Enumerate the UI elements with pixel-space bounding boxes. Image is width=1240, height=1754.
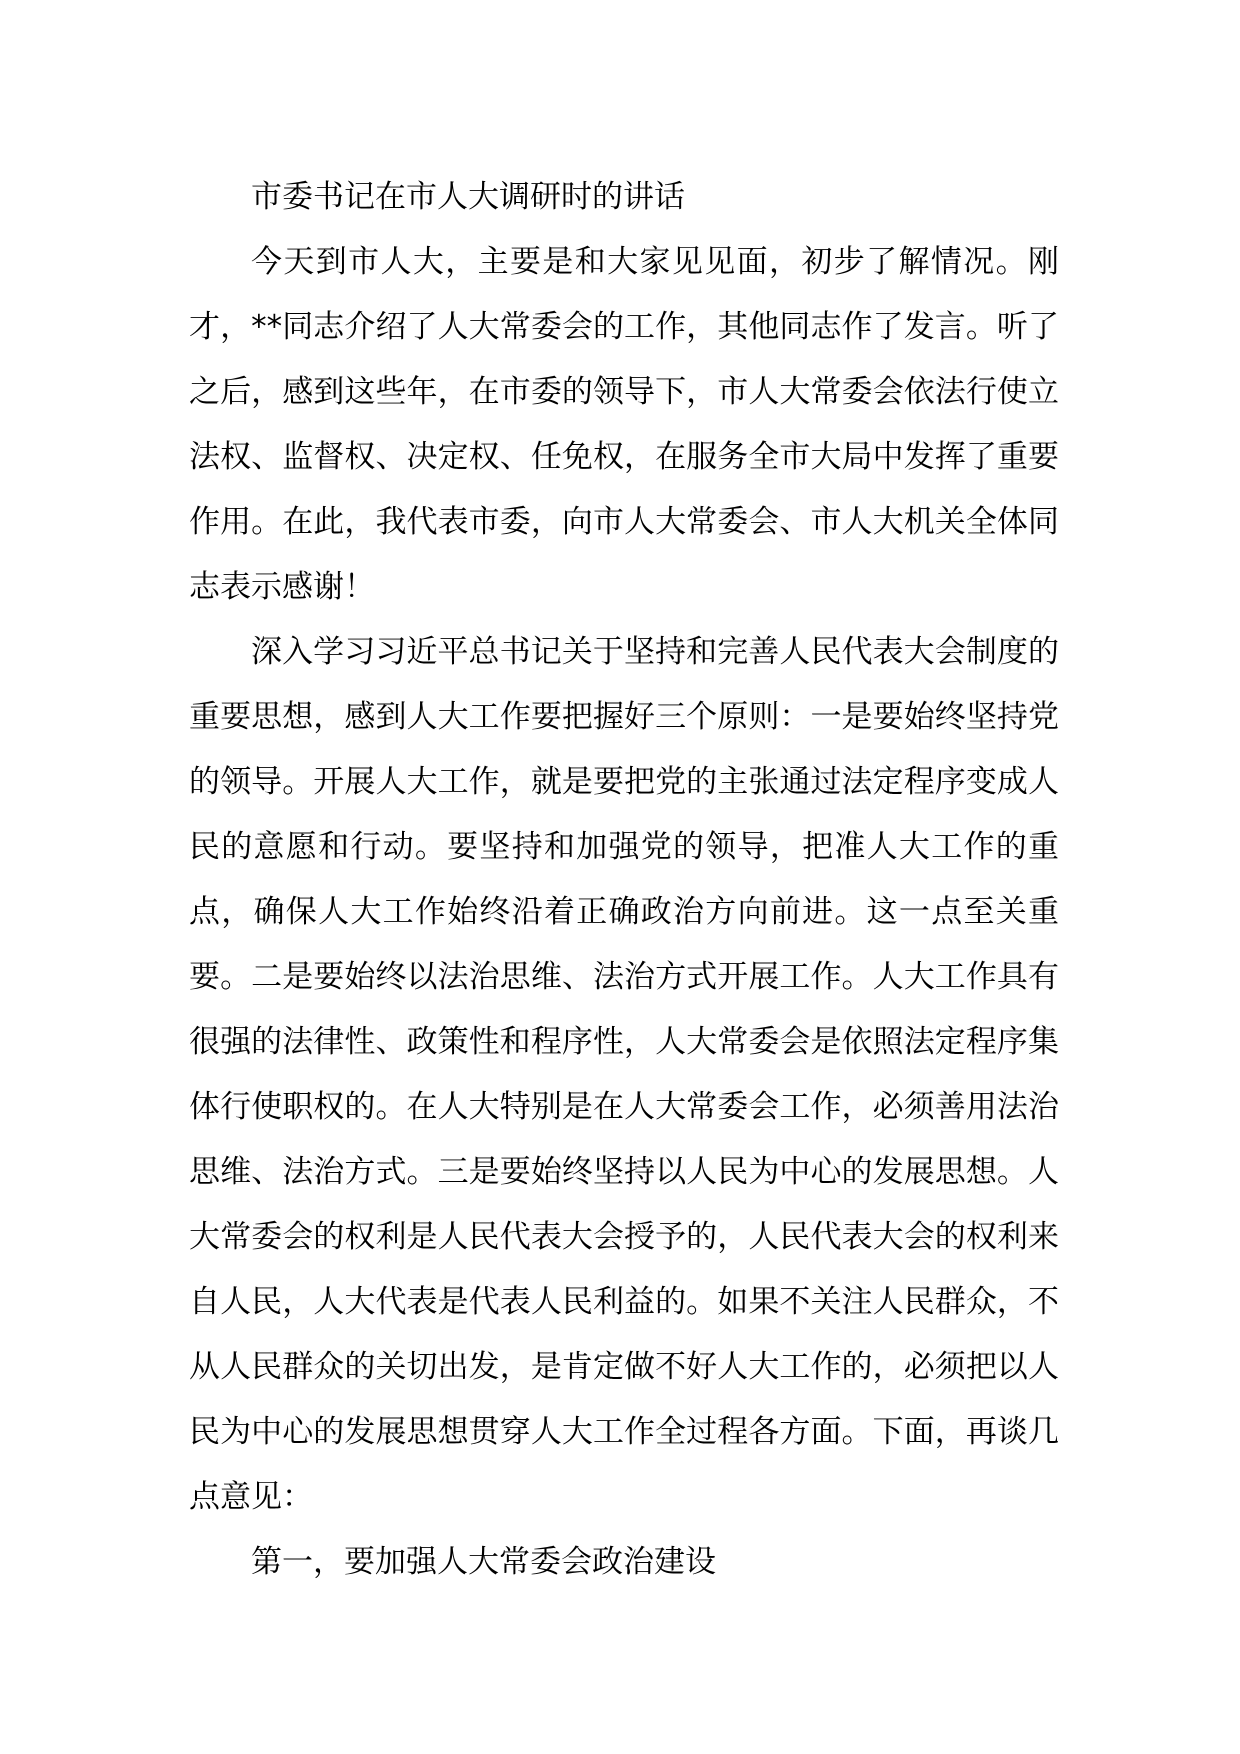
paragraph-2: 深入学习习近平总书记关于坚持和完善人民代表大会制度的重要思想，感到人大工作要把握好三个原则：一是要始终坚持党的领导。开展人大工作，就是要把党的主张通过法定程序变成人民的意愿和行动。要坚持和加强党的领导，把准人大工作的重点，确保人大工作始终沿着正确政治方向前进。这一点至关重要。二是要始终以法治思维、法治方式开展工作。人大工作具有很强的法律性、政策性和程序性，人大常委会是依照法定程序集体行使职权的。在人大特别是在人大常委会工作，必须善用法治思维、法治方式。三是要始终坚持以人民为中心的发展思想。人大常委会的权利是人民代表大会授予的，人民代表大会的权利来自人民，人大代表是代表人民利益的。如果不关注人民群众，不从人民群众的关切出发，是肯定做不好人大工作的，必须把以人民为中心的发展思想贯穿人大工作全过程各方面。下面，再谈几点意见： (189, 634, 1059, 1515)
document-page (189, 165, 1059, 1595)
paragraph-1: 今天到市人大，主要是和大家见见面，初步了解情况。刚才，**同志介绍了人大常委会的工作，其他同志作了发言。听了之后，感到这些年，在市委的领导下，市人大常委会依法行使立法权、监督权、决定权、任免权，在服务全市大局中发挥了重要作用。在此，我代表市委，向市人大常委会、市人大机关全体同志表示感谢！ (189, 244, 1059, 605)
document-title: 市委书记在市人大调研时的讲话 (251, 179, 685, 215)
paragraph-3: 第一，要加强人大常委会政治建设 (251, 1544, 716, 1580)
